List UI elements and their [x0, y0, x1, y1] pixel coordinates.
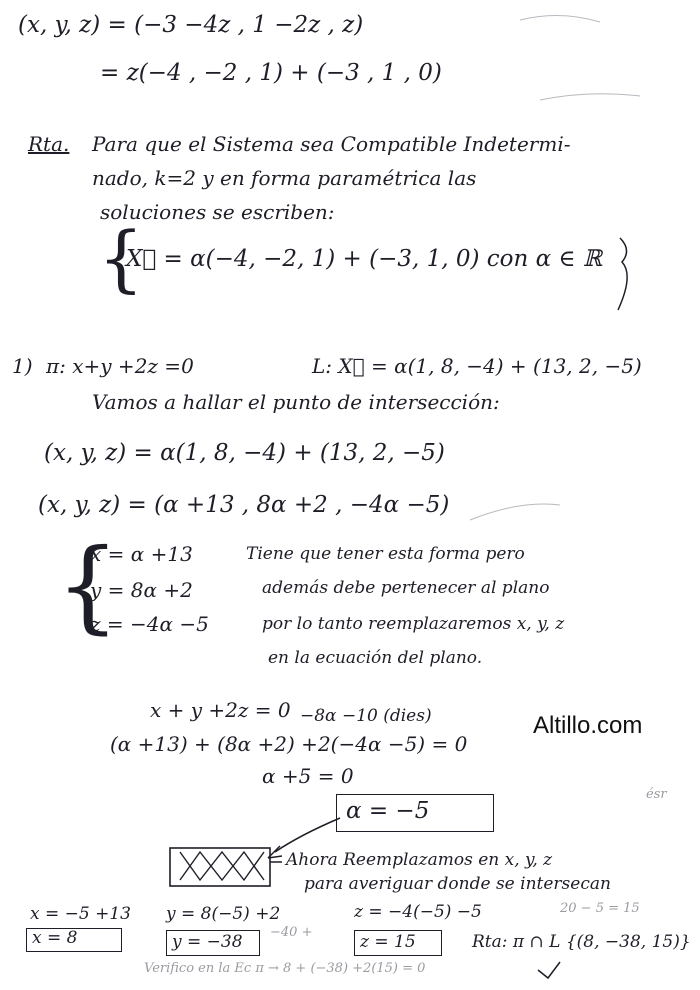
system-row: z = −4α −5: [90, 612, 209, 636]
system-row: x = α +13: [90, 542, 193, 566]
system-note-line: por lo tanto reemplazaremos x, y, z: [262, 614, 565, 634]
side-calculation: −8α −10 (dies): [300, 706, 432, 726]
y-faint-note: −40 +: [270, 925, 313, 940]
x-result: x = 8: [32, 928, 78, 948]
answer-text-line: nado, k=2 y en forma paramétrica las: [92, 166, 477, 190]
answer-text-line: soluciones se escriben:: [100, 200, 335, 224]
left-curly-brace: {: [98, 216, 144, 300]
alpha-result: α = −5: [346, 798, 430, 824]
plane-equation: π: x+y +2z =0: [46, 354, 194, 378]
side-mark: ésr: [646, 787, 667, 802]
z-side-calculation: 20 − 5 = 15: [560, 901, 640, 916]
system-brace: {: [56, 527, 120, 644]
general-solution: X⃗ = α(−4, −2, 1) + (−3, 1, 0) con α ∈ ℝ: [126, 246, 602, 272]
system-note-line: además debe pertenecer al plano: [262, 578, 550, 598]
vector-form-equation: = z(−4 , −2 , 1) + (−3 , 1 , 0): [100, 60, 442, 86]
y-calculation: y = 8(−5) +2: [166, 904, 281, 924]
simplified-equation: α +5 = 0: [262, 764, 354, 788]
final-answer: Rta: π ∩ L {(8, −38, 15)}: [472, 932, 691, 952]
plane-equation-repeat: x + y +2z = 0: [150, 698, 291, 722]
x-calculation: x = −5 +13: [30, 904, 131, 924]
line-parametric: (x, y, z) = α(1, 8, −4) + (13, 2, −5): [44, 440, 445, 466]
replace-note-line: para averiguar donde se intersecan: [304, 874, 611, 894]
verification: Verifico en la Ec π → 8 + (−38) +2(15) = 0: [144, 961, 426, 976]
parametric-equation: (x, y, z) = (−3 −4z , 1 −2z , z): [18, 12, 364, 38]
crossed-out-scribble: [170, 848, 270, 886]
system-note-line: en la ecuación del plano.: [268, 648, 483, 668]
watermark: Altillo.com: [533, 712, 643, 739]
line-components: (x, y, z) = (α +13 , 8α +2 , −4α −5): [38, 492, 450, 518]
system-row: y = 8α +2: [90, 578, 193, 602]
answer-label: Rta.: [28, 132, 70, 156]
substitution-equation: (α +13) + (8α +2) +2(−4α −5) = 0: [110, 732, 468, 756]
system-note-line: Tiene que tener esta forma pero: [246, 544, 525, 564]
intersection-intro: Vamos a hallar el punto de intersección:: [92, 390, 500, 414]
answer-text-line: Para que el Sistema sea Compatible Indetermi-: [92, 132, 571, 156]
z-result: z = 15: [360, 932, 416, 952]
problem-number: 1): [12, 354, 33, 378]
y-result: y = −38: [172, 932, 243, 952]
replace-note-line: Ahora Reemplazamos en x, y, z: [286, 850, 553, 870]
line-equation: L: X⃗ = α(1, 8, −4) + (13, 2, −5): [312, 354, 642, 378]
z-calculation: z = −4(−5) −5: [354, 902, 482, 922]
